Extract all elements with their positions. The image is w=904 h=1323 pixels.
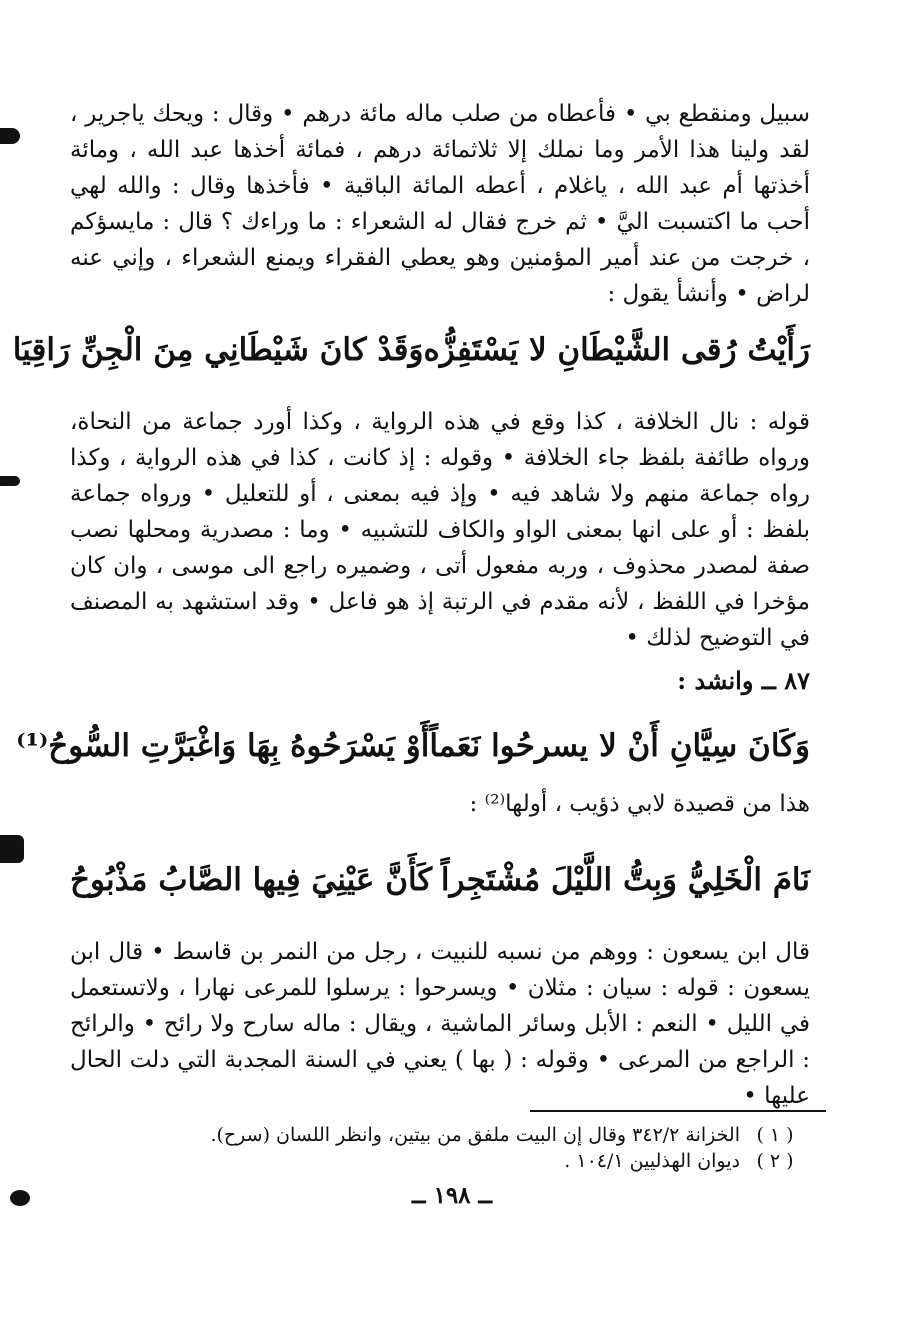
footnote-text: الخزانة ٣٤٢/٢ وقال إن البيت ملفق من بيتين، وانظر اللسان (سرح). xyxy=(210,1124,740,1146)
verse-2-first-hemistich: وَكَانَ سِيَّانِ أَنْ لا يسرحُوا نَعَماً xyxy=(429,728,810,764)
scan-margin-mark xyxy=(10,1190,30,1206)
paragraph-text: سبيل ومنقطع بي • فأعطاه من صلب ماله مائة درهم • وقال : ويحك ياجرير ، لقد ولينا هذا الأمر وما نملك إلا ثلاثمائة درهم ، فمائة أخذها عبد الله ، ومائة أخذتها أم عبد الله ، ياغلام ، أعطه المائة الباقية • فأخذها وقال : والله لهي أحب ما اكتسبت اليَّ • ثم خرج فقال له الشعراء : ما وراءك ؟ قال : مايسؤكم ، خرجت من عند أمير المؤمنين وهو يعطي الفقراء ويمنع الشعراء ، وإني عنه لراض • وأنشأ يقول : xyxy=(70,101,810,307)
verse-1-first-hemistich: رَأَيْتُ رُقى الشَّيْطَانِ لا يَسْتَفِزُّه xyxy=(423,332,810,368)
verse-3 xyxy=(70,852,810,908)
verse-1-second-hemistich: وَقَدْ كانَ شَيْطَانِي مِنَ الْجِنِّ رَاقِيَا xyxy=(12,332,424,368)
footnote-number: ( ١ ) xyxy=(756,1124,794,1146)
paragraph-text: قال ابن يسعون : ووهم من نسبه للنبيت ، رجل من النمر بن قاسط • قال ابن يسعون : قوله : سيان : مثلان • ويسرحوا : يرسلوا للمرعى نهارا ، ولاتستعمل في الليل • النعم : الأبل وسائر الماشية ، ويقال : ماله سارح ولا رائح • والرائح : الراجع من المرعى • وقوله : ( بها ) يعني في السنة المجدبة التي دلت الحال عليها • xyxy=(70,939,810,1109)
footnote-text: ديوان الهذليين ١٠٤/١ . xyxy=(564,1150,740,1172)
paragraph-1 xyxy=(70,96,810,312)
verse-2 xyxy=(16,718,810,774)
paragraph-text: قوله : نال الخلافة ، كذا وقع في هذه الرواية ، وكذا أورد جماعة من النحاة، ورواه طائفة بلفظ جاء الخلافة • وقوله : إذ كانت ، كذا في هذه الرواية ، وكذا رواه جماعة منهم ولا شاهد فيه • وإذ فيه بمعنى ، أو للتعليل • ورواه جماعة بلفظ : أو على انها بمعنى الواو والكاف للتشبيه • وما : مصدرية ومحلها نصب صفة لمصدر محذوف ، وربه مفعول أتى ، وضميره راجع الى موسى ، وان كان مؤخرا في اللفظ ، لأنه مقدم في الرتبة إذ هو فاعل • وقد استشهد به المصنف في التوضيح لذلك • xyxy=(70,409,810,651)
paragraph-2 xyxy=(70,404,810,656)
scan-margin-mark xyxy=(0,835,24,863)
section-heading: ٨٧ ــ وانشد : xyxy=(677,666,810,695)
verse-1 xyxy=(12,322,810,378)
footnote xyxy=(70,1148,810,1174)
footnote xyxy=(70,1122,810,1148)
footnote-number: ( ٢ ) xyxy=(756,1150,794,1172)
scan-margin-mark xyxy=(0,476,20,486)
footnotes xyxy=(70,1122,810,1174)
scan-margin-mark xyxy=(0,128,20,144)
verse-3-first-hemistich: نَامَ الْخَلِيُّ وَبِتُّ اللَّيْلَ مُشْتَجِراً xyxy=(440,862,810,898)
verse-2-second-hemistich: أَوْ يَسْرَحُوهُ بِهَا وَاغْبَرَّتِ السُّوحُ⁽¹⁾ xyxy=(16,728,430,764)
verse-intro: هذا من قصيدة لابي ذؤيب ، أولها⁽²⁾ : xyxy=(469,791,810,817)
footnote-divider xyxy=(530,1110,826,1112)
paragraph-3 xyxy=(70,934,810,1114)
verse-3-second-hemistich: كَأَنَّ عَيْنِيَ فِيها الصَّابُ مَذْبُوحُ xyxy=(70,862,433,898)
page-number: ــ ١٩٨ ــ xyxy=(411,1182,493,1209)
